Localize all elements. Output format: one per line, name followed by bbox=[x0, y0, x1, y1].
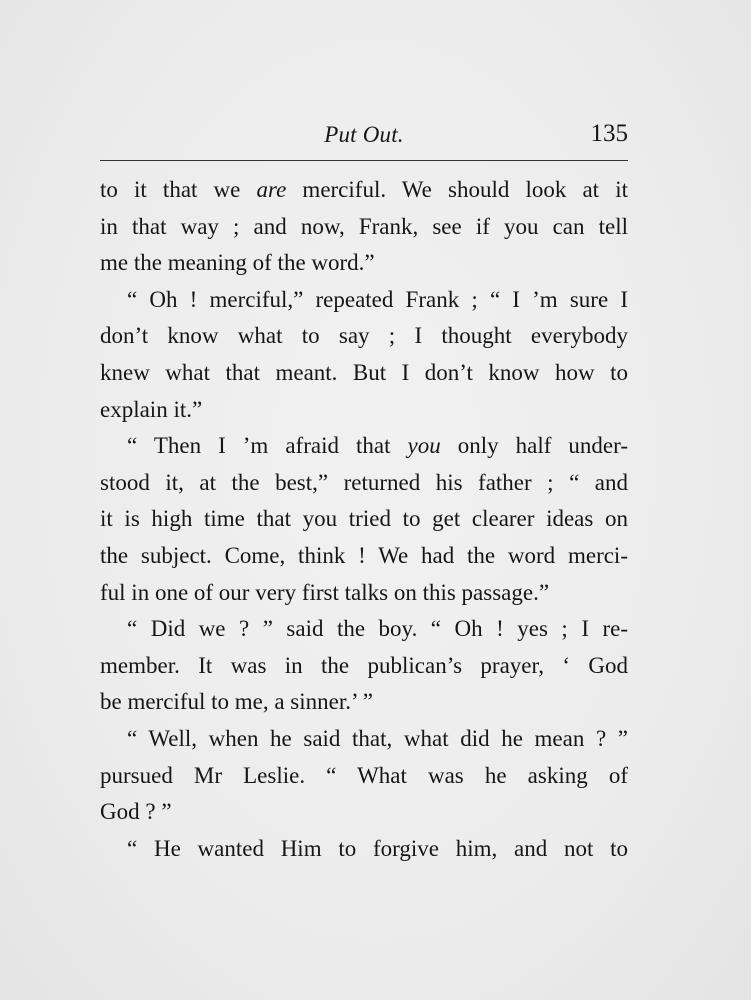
text-line: me the meaning of the word.” bbox=[100, 250, 375, 276]
text-line: it is high time that you tried to get clearer ideas on bbox=[100, 506, 628, 532]
header-rule bbox=[100, 160, 628, 161]
text-line: don’t know what to say ; I thought everybody bbox=[100, 323, 628, 349]
text-line: ful in one of our very first talks on this passage.” bbox=[100, 579, 550, 605]
text-line: “ Oh ! merciful,” repeated Frank ; “ I ’m sure I bbox=[127, 286, 628, 312]
text-line: be merciful to me, a sinner.’ ” bbox=[100, 689, 373, 715]
text-line: “ Did we ? ” said the boy. “ Oh ! yes ; I re- bbox=[127, 616, 628, 642]
running-title: Put Out. bbox=[324, 122, 404, 147]
text-line: “ He wanted Him to forgive him, and not to bbox=[127, 835, 628, 861]
text-line: God ? ” bbox=[100, 799, 172, 825]
text-line: member. It was in the publican’s prayer, ‘ God bbox=[100, 652, 628, 678]
text-line: stood it, at the best,” returned his father ; “ and bbox=[100, 469, 628, 495]
body-text bbox=[100, 172, 628, 867]
text-line: explain it.” bbox=[100, 396, 203, 422]
text-line: “ Then I ’m afraid that you only half under- bbox=[127, 433, 628, 459]
page-number: 135 bbox=[590, 120, 628, 147]
text-line: knew what that meant. But I don’t know how to bbox=[100, 359, 628, 385]
page-header bbox=[100, 118, 628, 154]
text-line: pursued Mr Leslie. “ What was he asking of bbox=[100, 762, 628, 788]
text-line: the subject. Come, think ! We had the word merci- bbox=[100, 542, 628, 568]
text-line: to it that we are merciful. We should look at it bbox=[100, 177, 628, 202]
text-line: in that way ; and now, Frank, see if you can tell bbox=[100, 213, 628, 239]
text-line: “ Well, when he said that, what did he mean ? ” bbox=[127, 725, 628, 751]
